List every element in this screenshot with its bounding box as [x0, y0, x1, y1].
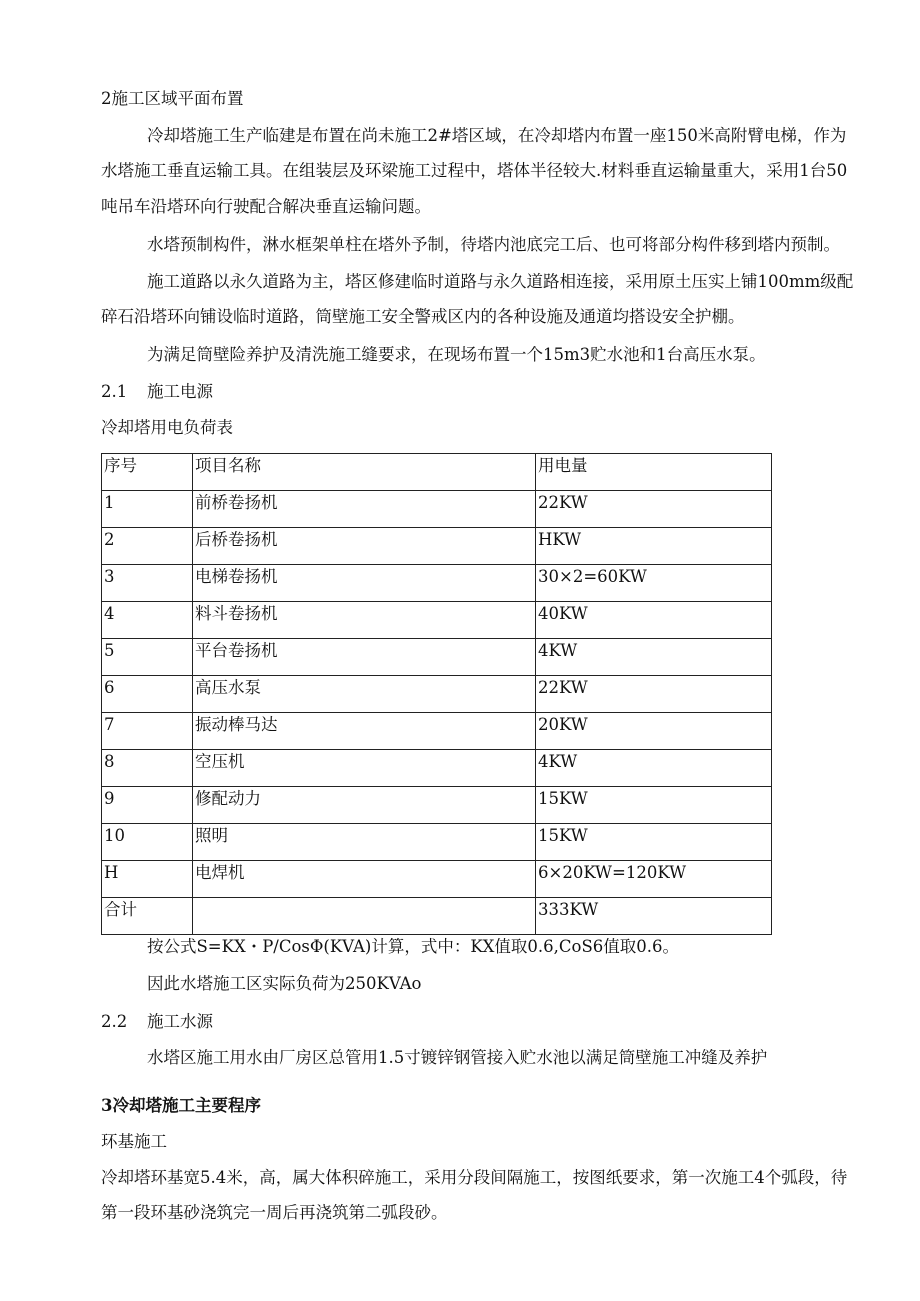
section-2-2-title: 施工水源 [147, 1012, 213, 1031]
table-cell: 10 [102, 824, 193, 861]
table-header-cell: 用电量 [536, 454, 772, 491]
table-cell: 3 [102, 565, 193, 602]
ring-foundation-heading: 环基施工 [101, 1132, 167, 1151]
table-cell: 合计 [102, 898, 193, 935]
section-3-heading: 3冷却塔施工主要程序 [101, 1096, 261, 1115]
table-caption: 冷却塔用电负荷表 [101, 418, 233, 437]
table-cell: 40KW [536, 602, 772, 639]
water-source-text: 水塔区施工用水由厂房区总管用1.5寸镀锌钢管接入贮水池以满足筒壁施工冲缝及养护 [147, 1048, 768, 1067]
table-cell: 4 [102, 602, 193, 639]
table-header-cell: 序号 [102, 454, 193, 491]
ring-foundation-line-2: 第一段环基砂浇筑完一周后再浇筑第二弧段砂。 [101, 1203, 448, 1222]
table-cell: 6×20KW=120KW [536, 861, 772, 898]
table-cell: 照明 [193, 824, 536, 861]
table-cell: 空压机 [193, 750, 536, 787]
table-cell: 7 [102, 713, 193, 750]
ring-foundation-line-1: 冷却塔环基宽5.4米，高，属大体积碎施工，采用分段间隔施工，按图纸要求，第一次施工4个弧段，待 [101, 1168, 848, 1187]
table-cell: 6 [102, 676, 193, 713]
table-cell: 20KW [536, 713, 772, 750]
table-row [102, 787, 772, 824]
formula-text: 按公式S=KX・P/CosΦ(KVA)计算，式中：KX值取0.6,CoS6值取0.6。 [147, 937, 679, 956]
table-cell: 15KW [536, 824, 772, 861]
table-cell: H [102, 861, 193, 898]
table-row [102, 713, 772, 750]
section-2-2-number: 2.2 [101, 1012, 128, 1031]
table-cell: 8 [102, 750, 193, 787]
paragraph-1-line-2: 水塔施工垂直运输工具。在组装层及环梁施工过程中，塔体半径较大.材料垂直运输量重大，采用1台50 [101, 161, 848, 180]
section-2-1-number: 2.1 [101, 382, 128, 401]
table-cell: 修配动力 [193, 787, 536, 824]
table-cell: 4KW [536, 639, 772, 676]
load-conclusion: 因此水塔施工区实际负荷为250KVAo [147, 974, 422, 993]
table-cell: 22KW [536, 676, 772, 713]
table-row [102, 491, 772, 528]
table-cell: 料斗卷扬机 [193, 602, 536, 639]
table-cell: 9 [102, 787, 193, 824]
table-cell: HKW [536, 528, 772, 565]
table-row [102, 639, 772, 676]
table-row [102, 602, 772, 639]
table-total-row [102, 898, 772, 935]
paragraph-1-line-1: 冷却塔施工生产临建是布置在尚未施工2#塔区域，在冷却塔内布置一座150米高附臂电梯，作为 [147, 126, 847, 145]
table-cell: 电焊机 [193, 861, 536, 898]
table-cell: 22KW [536, 491, 772, 528]
table-header-row [102, 454, 772, 491]
paragraph-2: 水塔预制构件，淋水框架单柱在塔外予制，待塔内池底完工后、也可将部分构件移到塔内预制。 [147, 235, 840, 254]
table-row [102, 676, 772, 713]
table-cell: 5 [102, 639, 193, 676]
table-cell: 平台卷扬机 [193, 639, 536, 676]
table-cell: 4KW [536, 750, 772, 787]
table-cell: 1 [102, 491, 193, 528]
table-header-cell: 项目名称 [193, 454, 536, 491]
table-row [102, 824, 772, 861]
table-row [102, 750, 772, 787]
table-cell: 15KW [536, 787, 772, 824]
table-cell: 333KW [536, 898, 772, 935]
table-cell: 电梯卷扬机 [193, 565, 536, 602]
paragraph-3-line-1: 施工道路以永久道路为主，塔区修建临时道路与永久道路相连接，采用原土压实上铺100mm级配 [147, 272, 854, 291]
table-cell: 30×2=60KW [536, 565, 772, 602]
table-cell: 振动棒马达 [193, 713, 536, 750]
table-row [102, 861, 772, 898]
table-row [102, 565, 772, 602]
table-row [102, 528, 772, 565]
paragraph-3-line-2: 碎石沿塔环向铺设临时道路，筒壁施工安全警戒区内的各种设施及通道均搭设安全护棚。 [101, 307, 745, 326]
table-cell: 前桥卷扬机 [193, 491, 536, 528]
power-load-table [101, 453, 772, 935]
table-cell: 高压水泵 [193, 676, 536, 713]
paragraph-1-line-3: 吨吊车沿塔环向行驶配合解决垂直运输问题。 [101, 197, 431, 216]
table-cell: 2 [102, 528, 193, 565]
table-cell: 后桥卷扬机 [193, 528, 536, 565]
section-2-1-title: 施工电源 [147, 382, 213, 401]
paragraph-4: 为满足筒壁险养护及清洗施工缝要求，在现场布置一个15m3贮水池和1台高压水泵。 [147, 345, 766, 364]
table-cell [193, 898, 536, 935]
section-2-heading: 2施工区域平面布置 [101, 89, 244, 108]
